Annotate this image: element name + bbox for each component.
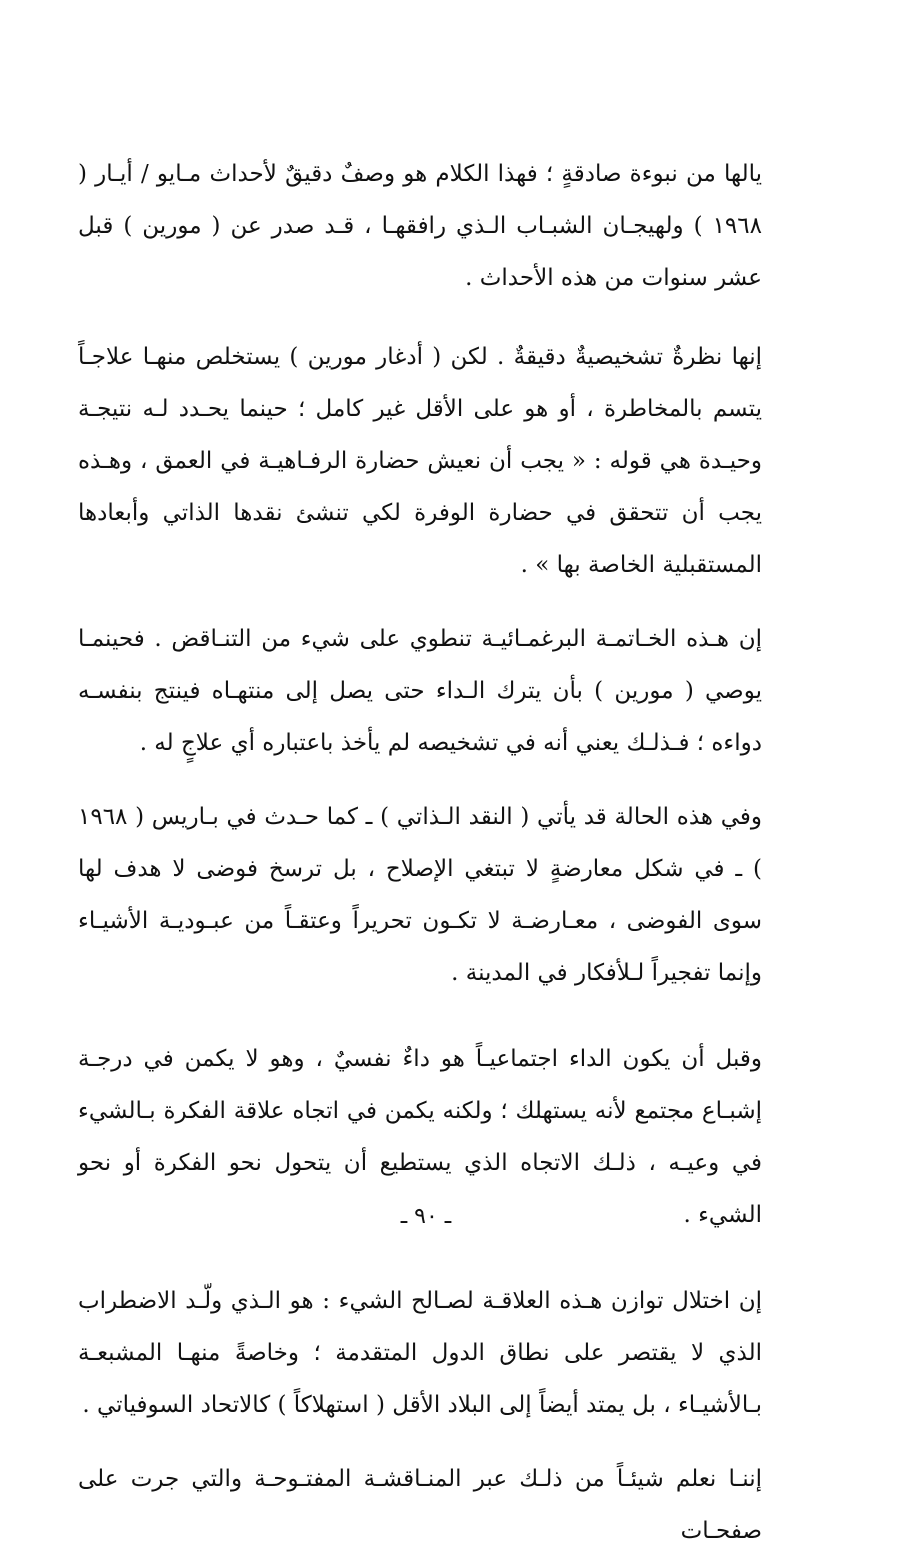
page-number: ـ ٩٠ ـ [400, 1204, 452, 1229]
paragraph-1: يالها من نبوءة صادقةٍ ؛ فهذا الكلام هو وصفٌ دقيقٌ لأحداث مـايو / أيـار ( ١٩٦٨ ) ولهيجـان الشبـاب الـذي رافقهـا ، قـد صدر عن ( مورين ) قبل عشر سنوات من هذه الأحداث . [78, 161, 762, 291]
paragraph-6: إن اختلال توازن هـذه العلاقـة لصـالح الشيء : هو الـذي ولّـد الاضطراب الذي لا يقتصر على نطاق الدول المتقدمة ؛ وخاصةً منهـا المشبعـة بـالأشيـاء ، بل يمتد أيضاً إلى البلاد الأقل ( استهلاكاً ) كالاتحاد السوفياتي . [78, 1288, 762, 1418]
page-body [78, 148, 762, 1557]
paragraph-7: إننـا نعلم شيئـاً من ذلـك عبر المنـاقشـة المفتـوحـة والتي جرت على صفحـات [78, 1466, 762, 1544]
paragraph-5: وقبل أن يكون الداء اجتماعيـاً هو داءٌ نفسيٌ ، وهو لا يكمن في درجـة إشبـاع مجتمع لأنه يستهلك ؛ ولكنه يكمن في اتجاه علاقة الفكرة بـالشيء في وعيـه ، ذلـك الاتجاه الذي يستطيع أن يتحول نحو الفكرة أو نحو الشيء . [78, 1046, 762, 1228]
paragraph-4: وفي هذه الحالة قد يأتي ( النقد الـذاتي ) ـ كما حـدث في بـاريس ( ١٩٦٨ ) ـ في شكل معارضةٍ لا تبتغي الإصلاح ، بل ترسخ فوضى لا هدف لها سوى الفوضى ، معـارضـة لا تكـون تحريراً وعتقـاً من عبـوديـة الأشيـاء وإنما تفجيراً لـلأفكار في المدينة . [78, 804, 762, 986]
paragraph-2: إنها نظرةٌ تشخيصيةٌ دقيقةٌ . لكن ( أدغار مورين ) يستخلص منهـا علاجـاً يتسم بالمخاطرة ، أو هو على الأقل غير كامل ؛ حينما يحـدد لـه نتيجـة وحيـدة هي قوله : « يجب أن نعيش حضارة الرفـاهيـة في العمق ، وهـذه يجب أن تتحقق في حضارة الوفرة لكي تنشئ نقدها الذاتي وأبعادها المستقبلية الخاصة بها » . [78, 344, 762, 578]
paragraph-3: إن هـذه الخـاتمـة البرغمـائيـة تنطوي على شيء من التنـاقض . فحينمـا يوصي ( مورين ) بأن يترك الـداء حتى يصل إلى منتهـاه فينتج بنفسـه دواءه ؛ فـذلـك يعني أنه في تشخيصه لم يأخذ باعتباره أي علاجٍ له . [78, 626, 762, 756]
